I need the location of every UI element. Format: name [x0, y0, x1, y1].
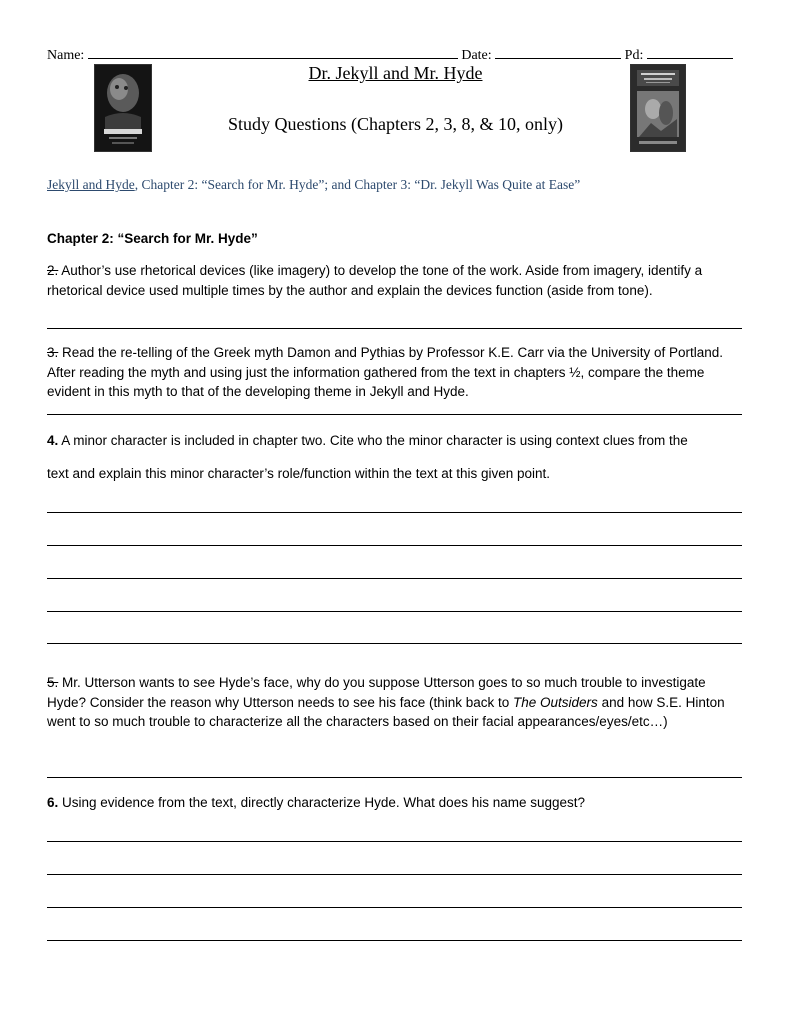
question-4-continued: [47, 464, 747, 484]
question-text: Using evidence from the text, directly characterize Hyde. What does his name suggest?: [58, 795, 586, 810]
student-info-line: [47, 46, 733, 64]
answer-line[interactable]: [47, 643, 742, 644]
question-text: A minor character is included in chapter two. Cite who the minor character is using context clues from the: [58, 433, 688, 448]
question-text: Author’s use rhetorical devices (like imagery) to develop the tone of the work. Aside from imagery, identify a rhetorical device used multiple times by the author and explain the devices function (aside from tone).: [47, 263, 703, 298]
question-number: 5.: [47, 675, 59, 690]
question-2: [47, 261, 747, 300]
question-3: [47, 343, 747, 402]
answer-line[interactable]: [47, 328, 742, 329]
question-4: [47, 431, 747, 451]
book-title-link[interactable]: Jekyll and Hyde: [47, 177, 135, 192]
pd-label: Pd:: [624, 48, 644, 63]
reading-assignment: [47, 177, 580, 193]
question-number: 2.: [47, 263, 59, 278]
date-label: Date:: [461, 48, 492, 63]
answer-line[interactable]: [47, 777, 742, 778]
chapter-heading: Chapter 2: “Search for Mr. Hyde”: [47, 231, 258, 246]
question-text: Mr. Utterson wants to see Hyde’s face, why do you suppose Utterson goes to so much trouble to investigate Hyde? Consider the reason why Utterson needs to see his face (think back to: [47, 675, 706, 710]
period-blank[interactable]: [647, 46, 733, 59]
answer-line[interactable]: [47, 841, 742, 842]
question-text: and how S.E. Hinton went to so much trouble to characterize all the characters based on their facial appearances/eyes/etc…): [47, 694, 725, 729]
question-text: text and explain this minor character’s role/function within the text at this given point.: [47, 466, 551, 481]
question-number: 4.: [47, 433, 59, 448]
question-text: Read the re-telling of the Greek myth Damon and Pythias by Professor K.E. Carr via the University of Portland. After reading the myth and using just the information gathered from the text in chapters ½, compare the theme evident in this myth to that of the developing theme in Jekyll and Hyde.: [47, 345, 724, 399]
question-number: 6.: [47, 795, 59, 810]
name-label: Name:: [47, 48, 85, 63]
page-title: Dr. Jekyll and Mr. Hyde: [308, 63, 483, 83]
question-number: 3.: [47, 345, 59, 360]
question-6: [47, 793, 747, 813]
answer-line[interactable]: [47, 611, 742, 612]
answer-line[interactable]: [47, 578, 742, 579]
answer-line[interactable]: [47, 940, 742, 941]
page-subtitle: Study Questions (Chapters 2, 3, 8, & 10, only): [228, 114, 563, 134]
answer-line[interactable]: [47, 512, 742, 513]
answer-line[interactable]: [47, 545, 742, 546]
date-blank[interactable]: [495, 46, 621, 59]
reading-chapters: , Chapter 2: “Search for Mr. Hyde”; and Chapter 3: “Dr. Jekyll Was Quite at Ease”: [134, 177, 581, 192]
answer-line[interactable]: [47, 414, 742, 415]
name-blank[interactable]: [88, 46, 458, 59]
answer-line[interactable]: [47, 874, 742, 875]
question-5: [47, 673, 747, 732]
answer-line[interactable]: [47, 907, 742, 908]
book-reference: The Outsiders: [513, 694, 598, 710]
